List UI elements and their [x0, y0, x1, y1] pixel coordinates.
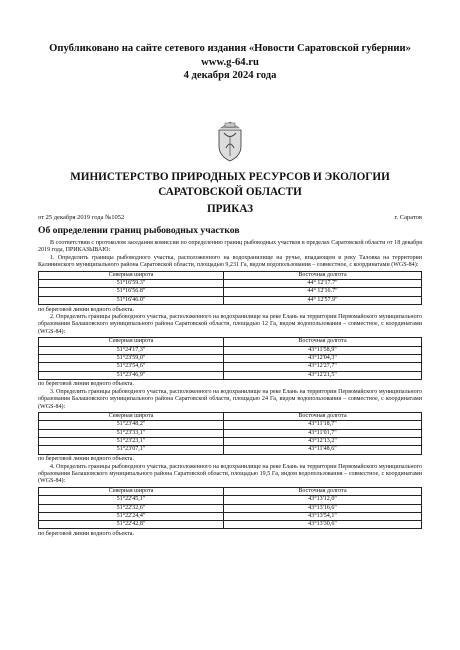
document-type: ПРИКАЗ: [206, 203, 254, 215]
section-text: 4. Определить границы рыбоводного участка, расположенного на водохранилище на реке Елань на территории Первомайского муниципального образования Балашовского муниципального района Саратовской области, площадью 19,5 Га, видом водопользования – совместное, с координатами (WGS-84):: [38, 463, 422, 485]
lat-cell: 51°23'07,1": [39, 446, 224, 454]
table-row: [39, 521, 422, 529]
lat-cell: 51°22'24,4": [39, 512, 224, 520]
table-row: [39, 346, 422, 354]
lat-cell: 51°16'59.3": [39, 280, 224, 288]
coordinates-table: [38, 271, 422, 305]
lat-cell: 51°22'32,6": [39, 504, 224, 512]
table-row: [39, 446, 422, 454]
section-text: 1. Определить границы рыбоводного участка, расположенного на водохранилище на ручье, впадающем в реку Таловка на территории Калининского муниципального района Саратовской области, площадью 9,231 Га, видом водопользования – совместное, с координатами (WGS-84):: [38, 254, 422, 269]
shoreline-note: по береговой линии водного объекта.: [38, 306, 134, 313]
table-row: [39, 354, 422, 362]
lon-cell: 43°13'54,1": [223, 512, 421, 520]
lon-cell: 43°12'21,5": [223, 371, 421, 379]
shoreline-note: по береговой линии водного объекта.: [38, 530, 134, 537]
table-row: [39, 512, 422, 520]
document-place: г. Саратов: [394, 214, 422, 221]
shoreline-note: по береговой линии водного объекта.: [38, 381, 134, 388]
lat-cell: 51°23'23,1": [39, 438, 224, 446]
lat-cell: 51°22'45,1": [39, 496, 224, 504]
lon-cell: 44° 12'17.7": [223, 280, 421, 288]
lon-cell: 43°12'27,7": [223, 363, 421, 371]
table-row: [39, 296, 422, 304]
table-row: [39, 421, 422, 429]
lon-cell: 43°13'16,6": [223, 504, 421, 512]
table-row: [39, 504, 422, 512]
header-lon: Восточная долгота: [223, 338, 421, 346]
header-lon: Восточная долгота: [223, 487, 421, 495]
table-header-row: [39, 271, 422, 279]
table-header-row: [39, 487, 422, 495]
lon-cell: 43°13'30,6": [223, 521, 421, 529]
ministry-line-2: САРАТОВСКОЙ ОБЛАСТИ: [158, 185, 302, 198]
coat-of-arms-icon: [212, 118, 248, 164]
lon-cell: 43°13'12,0": [223, 496, 421, 504]
shoreline-note: по береговой линии водного объекта.: [38, 456, 134, 463]
publication-line-url: www.g-64.ru: [201, 56, 259, 68]
document-body: [38, 240, 422, 538]
ministry-line-1: МИНИСТЕРСТВО ПРИРОДНЫХ РЕСУРСОВ И ЭКОЛОГИИ: [70, 171, 390, 183]
table-row: [39, 429, 422, 437]
coordinates-table: [38, 487, 422, 529]
lat-cell: 51°23'54,6": [39, 363, 224, 371]
publication-line-date: 4 декабря 2024 года: [183, 70, 277, 81]
table-header-row: [39, 413, 422, 421]
header-lon: Восточная долгота: [223, 413, 421, 421]
lon-cell: 43°12'13,2": [223, 438, 421, 446]
table-header-row: [39, 338, 422, 346]
lat-cell: 51°24'17,3": [39, 346, 224, 354]
section-text: 3. Определить границы рыбоводного участка, расположенного на водохранилище на реке Елань на территории Первомайского муниципального образования Балашовского муниципального района Саратовской области, площадью 24 Га, видом водопользования – совместное, с координатами (WGS-84):: [38, 388, 422, 410]
date-line: [38, 214, 422, 221]
header-lon: Восточная долгота: [223, 271, 421, 279]
coordinates-table: [38, 337, 422, 379]
lon-cell: 43°11'01,7": [223, 429, 421, 437]
lon-cell: 44° 12'16.7": [223, 288, 421, 296]
publication-line-site: Опубликовано на сайте сетевого издания «Новости Саратовской губернии»: [49, 43, 411, 54]
section-text: 2. Определить границы рыбоводного участка, расположенного на водохранилище на реке Елань на территории Первомайского муниципального образования Балашовского муниципального района Саратовской области, площадью 12 Га, видом водопользования – совместное, с координатами (WGS-84):: [38, 313, 422, 335]
table-row: [39, 288, 422, 296]
lon-cell: 43°11'48,6": [223, 446, 421, 454]
lat-cell: 51°23'59,0": [39, 354, 224, 362]
coordinates-table: [38, 412, 422, 454]
header-lat: Северная широта: [39, 487, 224, 495]
ministry-name: [0, 170, 460, 199]
lat-cell: 51°16'56.8": [39, 288, 224, 296]
lat-cell: 51°16'46.0": [39, 296, 224, 304]
table-row: [39, 371, 422, 379]
document-date: от 25 декабря 2019 года №1052: [38, 214, 125, 221]
publication-header: [0, 42, 460, 83]
document-title: Об определении границ рыбоводных участков: [38, 225, 240, 236]
lat-cell: 51°23'46,9": [39, 371, 224, 379]
lon-cell: 44° 12'57.9": [223, 296, 421, 304]
lon-cell: 43°12'04,3": [223, 354, 421, 362]
header-lat: Северная широта: [39, 338, 224, 346]
lon-cell: 43°11'58,9": [223, 346, 421, 354]
table-row: [39, 438, 422, 446]
table-row: [39, 363, 422, 371]
table-row: [39, 496, 422, 504]
lat-cell: 51°23'33,1": [39, 429, 224, 437]
lat-cell: 51°23'48,2": [39, 421, 224, 429]
lon-cell: 43°11'18,7": [223, 421, 421, 429]
header-lat: Северная широта: [39, 413, 224, 421]
intro-paragraph: В соответствии с протоколом заседания комиссии по определению границ рыбоводных участков в пределах Саратовской области от 18 декабря 2019 года, ПРИКАЗЫВАЮ:: [38, 240, 422, 254]
lat-cell: 51°22'42,8": [39, 521, 224, 529]
header-lat: Северная широта: [39, 271, 224, 279]
table-row: [39, 280, 422, 288]
